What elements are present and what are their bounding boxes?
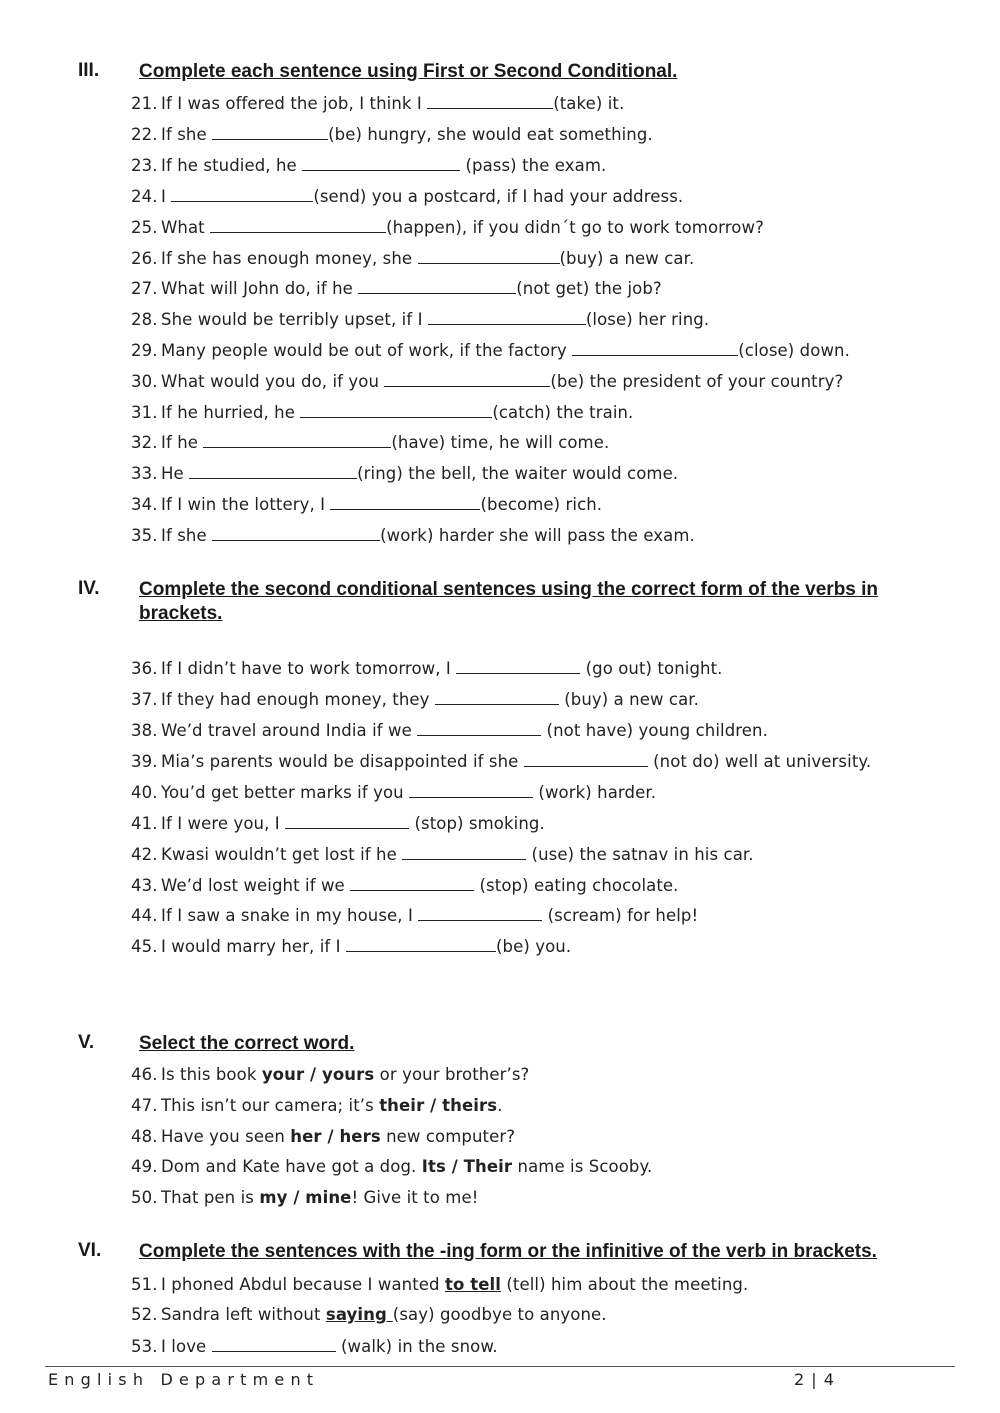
list-item: 38. We’d travel around India if we (not have) young children. [131, 721, 768, 740]
section-number: VI. [78, 1240, 102, 1261]
list-item: 43. We’d lost weight if we (stop) eating chocolate. [131, 876, 679, 895]
answer-blank[interactable] [189, 463, 357, 479]
section-6 [0, 1240, 1000, 1264]
example-answer: saying [325, 1305, 393, 1324]
list-item: 33. He (ring) the bell, the waiter would come. [131, 464, 679, 483]
list-item: 25. What (happen), if you didn´t go to work tomorrow? [131, 218, 764, 237]
answer-blank[interactable] [384, 371, 550, 387]
answer-blank[interactable] [330, 494, 480, 510]
answer-blank[interactable] [302, 155, 460, 171]
list-item: 50. That pen is my / mine! Give it to me! [131, 1188, 479, 1207]
answer-blank[interactable] [210, 217, 386, 233]
list-item: 27. What will John do, if he (not get) the job? [131, 279, 662, 298]
list-item: 36. If I didn’t have to work tomorrow, I (go out) tonight. [131, 659, 723, 678]
answer-blank[interactable] [418, 905, 542, 921]
answer-blank[interactable] [402, 844, 526, 860]
list-item: 39. Mia’s parents would be disappointed if she (not do) well at university. [131, 752, 872, 771]
answer-blank[interactable] [212, 124, 328, 140]
answer-blank[interactable] [285, 813, 409, 829]
list-item: 26. If she has enough money, she (buy) a new car. [131, 249, 695, 268]
list-item: 41. If I were you, I (stop) smoking. [131, 814, 545, 833]
answer-blank[interactable] [456, 658, 580, 674]
answer-blank[interactable] [435, 689, 559, 705]
list-item: 37. If they had enough money, they (buy) a new car. [131, 690, 700, 709]
list-item: 34. If I win the lottery, I (become) rich. [131, 495, 603, 514]
answer-blank[interactable] [350, 875, 474, 891]
list-item: 32. If he (have) time, he will come. [131, 433, 610, 452]
footer-department: English Department [48, 1370, 320, 1389]
answer-blank[interactable] [572, 340, 738, 356]
section-title: Complete the sentences with the -ing form or the infinitive of the verb in brackets. [139, 1241, 877, 1262]
list-item: 46. Is this book your / yours or your brother’s? [131, 1065, 530, 1084]
section-number: V. [78, 1032, 95, 1053]
word-choice[interactable]: their / theirs [379, 1096, 498, 1115]
answer-blank[interactable] [212, 525, 380, 541]
list-item: 30. What would you do, if you (be) the president of your country? [131, 372, 844, 391]
answer-blank[interactable] [171, 186, 313, 202]
section-number: IV. [78, 578, 100, 599]
list-item: 45. I would marry her, if I (be) you. [131, 937, 572, 956]
answer-blank[interactable] [427, 93, 553, 109]
section-3 [0, 60, 1000, 84]
answer-blank[interactable] [417, 720, 541, 736]
word-choice[interactable]: her / hers [290, 1127, 381, 1146]
answer-blank[interactable] [300, 402, 492, 418]
list-item: 21. If I was offered the job, I think I (take) it. [131, 94, 625, 113]
list-item: 22. If she (be) hungry, she would eat something. [131, 125, 653, 144]
list-item: 28. She would be terribly upset, if I (lose) her ring. [131, 310, 710, 329]
example-answer: to tell [444, 1275, 502, 1294]
section-5 [0, 1032, 1000, 1056]
word-choice[interactable]: my / mine [259, 1188, 352, 1207]
answer-blank[interactable] [428, 309, 586, 325]
answer-blank[interactable] [409, 782, 533, 798]
list-item: 44. If I saw a snake in my house, I (scream) for help! [131, 906, 699, 925]
word-choice[interactable]: Its / Their [421, 1157, 513, 1176]
section-title: Select the correct word. [139, 1033, 355, 1054]
list-item: 48. Have you seen her / hers new computer? [131, 1127, 516, 1146]
list-item: 42. Kwasi wouldn’t get lost if he (use) the satnav in his car. [131, 845, 754, 864]
list-item: 35. If she (work) harder she will pass the exam. [131, 526, 695, 545]
list-item: 40. You’d get better marks if you (work) harder. [131, 783, 657, 802]
answer-blank[interactable] [524, 751, 648, 767]
section-title: Complete the second conditional sentences using the correct form of the verbs in brackets. [139, 579, 879, 624]
answer-blank[interactable] [212, 1336, 336, 1352]
list-item: 49. Dom and Kate have got a dog. Its / Their name is Scooby. [131, 1157, 653, 1176]
list-item: 51. I phoned Abdul because I wanted to tell (tell) him about the meeting. [131, 1275, 749, 1294]
section-4 [0, 578, 1000, 624]
list-item: 23. If he studied, he (pass) the exam. [131, 156, 607, 175]
answer-blank[interactable] [418, 248, 560, 264]
list-item: 31. If he hurried, he (catch) the train. [131, 403, 634, 422]
answer-blank[interactable] [346, 936, 496, 952]
section-number: III. [78, 60, 100, 81]
answer-blank[interactable] [358, 278, 516, 294]
list-item: 53. I love (walk) in the snow. [131, 1337, 498, 1356]
answer-blank[interactable] [203, 432, 391, 448]
list-item: 52. Sandra left without saying (say) goodbye to anyone. [131, 1305, 607, 1324]
page-number: 2 | 4 [794, 1370, 835, 1389]
word-choice[interactable]: your / yours [261, 1065, 375, 1084]
list-item: 29. Many people would be out of work, if the factory (close) down. [131, 341, 850, 360]
section-title: Complete each sentence using First or Second Conditional. [139, 61, 678, 82]
footer-divider [45, 1366, 955, 1367]
list-item: 47. This isn’t our camera; it’s their / theirs. [131, 1096, 503, 1115]
list-item: 24. I (send) you a postcard, if I had your address. [131, 187, 684, 206]
